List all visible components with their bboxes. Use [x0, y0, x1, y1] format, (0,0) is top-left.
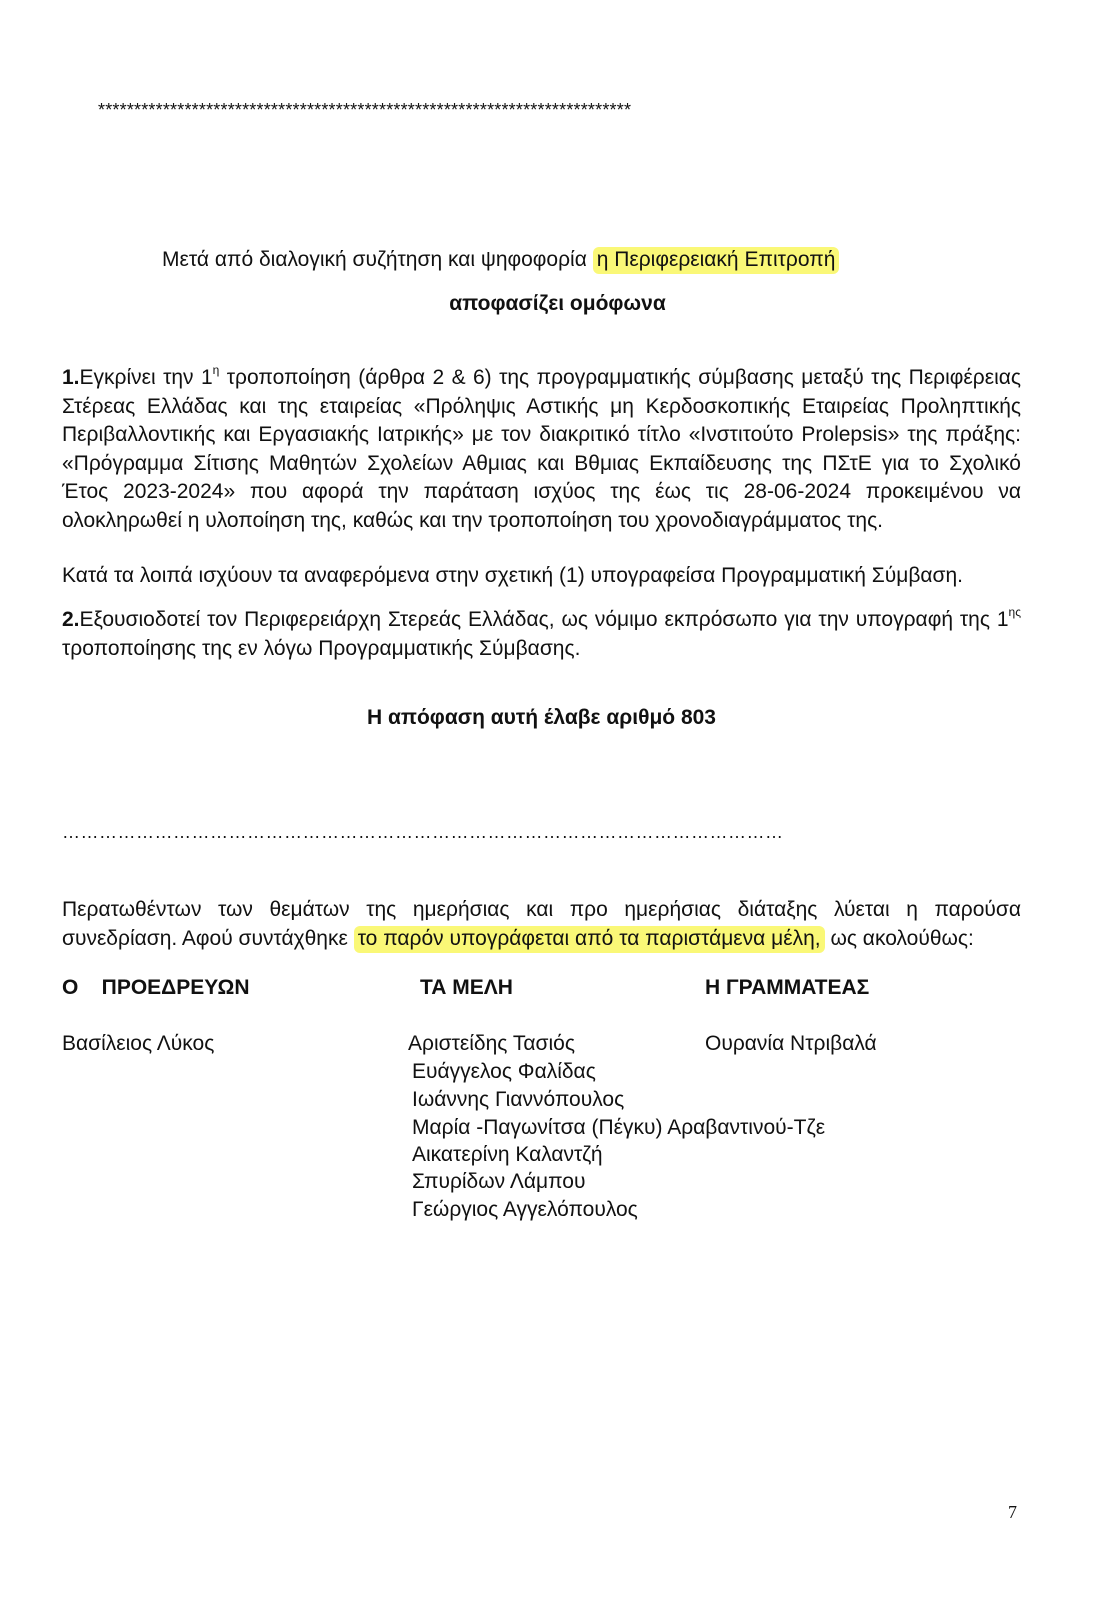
page-number: 7: [1008, 1502, 1017, 1522]
item-1-paragraph: [62, 364, 1021, 535]
closing-paragraph: [62, 896, 1021, 953]
member-name: Σπυρίδων Λάμπου: [412, 1170, 586, 1193]
item-2-paragraph: [62, 606, 1021, 663]
highlighted-signatures: το παρόν υπογράφεται από τα παριστάμενα μέλη,: [354, 926, 825, 953]
closing-text-end: ως ακολούθως:: [824, 926, 974, 950]
member-name: Ευάγγελος Φαλίδας: [412, 1060, 596, 1083]
item-1-text-a: Εγκρίνει την 1: [79, 366, 213, 389]
chair-heading: Ο ΠΡΟΕΔΡΕΥΩΝ: [62, 976, 250, 999]
member-name: Ιωάννης Γιαννόπουλος: [412, 1088, 625, 1111]
item-1-number: 1.: [62, 366, 80, 389]
separator-stars: **************************************************************************: [98, 100, 632, 120]
chair-name: Βασίλειος Λύκος: [62, 1032, 215, 1055]
closing-text: Περατωθέντων των θεμάτων της ημερήσιας και προ ημερήσιας διάταξης λύεται η παρούσα συνεδρίαση. Αφού συντάχθηκε: [62, 898, 1021, 950]
secretary-name: Ουρανία Ντριβαλά: [705, 1032, 877, 1055]
member-name: Γεώργιος Αγγελόπουλος: [412, 1198, 638, 1221]
secretary-heading: Η ΓΡΑΜΜΑΤΕΑΣ: [705, 976, 870, 999]
member-name: Αριστείδης Τασιός: [408, 1032, 575, 1055]
separator-dots: ………………………………………………………………………………………………………: [62, 822, 784, 842]
members-heading: ΤΑ ΜΕΛΗ: [420, 976, 513, 999]
highlighted-committee: η Περιφερειακή Επιτροπή: [593, 247, 840, 274]
intro-text: Μετά από διαλογική συζήτηση και ψηφοφορία: [162, 248, 593, 271]
decision-number: Η απόφαση αυτή έλαβε αριθμό 803: [366, 706, 716, 729]
member-name: Μαρία -Παγωνίτσα (Πέγκυ) Αραβαντινού-Τζε: [412, 1116, 826, 1139]
member-name: Αικατερίνη Καλαντζή: [412, 1143, 603, 1166]
decision-heading: αποφασίζει ομόφωνα: [449, 292, 666, 315]
item-1-text-b: τροποποίηση (άρθρα 2 & 6) της προγραμματικής σύμβασης μεταξύ της Περιφέρειας Στέρεας Ελλάδας και της εταιρείας «Πρόληψις Αστικής μη Κερδοσκοπικής Εταιρείας Προληπτικής Περιβαλλοντικής και Εργασιακής Ιατρικής» με τον διακριτικό τίτλο «Ινστιτούτο Prolepsis» της πράξης: «Πρόγραμμα Σίτισης Μαθητών Σχολείων Αθμιας και Βθμιας Εκπαίδευσης της ΠΣτΕ για το Σχολικό Έτος 2023-2024» που αφορά την παράταση ισχύος της έως τις 28-06-2024 προκειμένου να ολοκληρωθεί η υλοποίηση της, καθώς και την τροποποίηση του χρονοδιαγράμματος της.: [62, 366, 1022, 532]
item-2-superscript: ης: [1008, 605, 1021, 619]
item-1-superscript: η: [212, 363, 220, 377]
item-1-rest: Κατά τα λοιπά ισχύουν τα αναφερόμενα στην σχετική (1) υπογραφείσα Προγραμματική Σύμβαση.: [62, 564, 964, 587]
intro-sentence: [162, 248, 839, 272]
item-2-text-b: τροποποίησης της εν λόγω Προγραμματικής Σύμβασης.: [62, 636, 581, 660]
item-2-text-a: Εξουσιοδοτεί τον Περιφερειάρχη Στερεάς Ελλάδας, ως νόμιμο εκπρόσωπο για την υπογραφή της 1: [79, 608, 1009, 631]
item-2-number: 2.: [62, 608, 80, 631]
